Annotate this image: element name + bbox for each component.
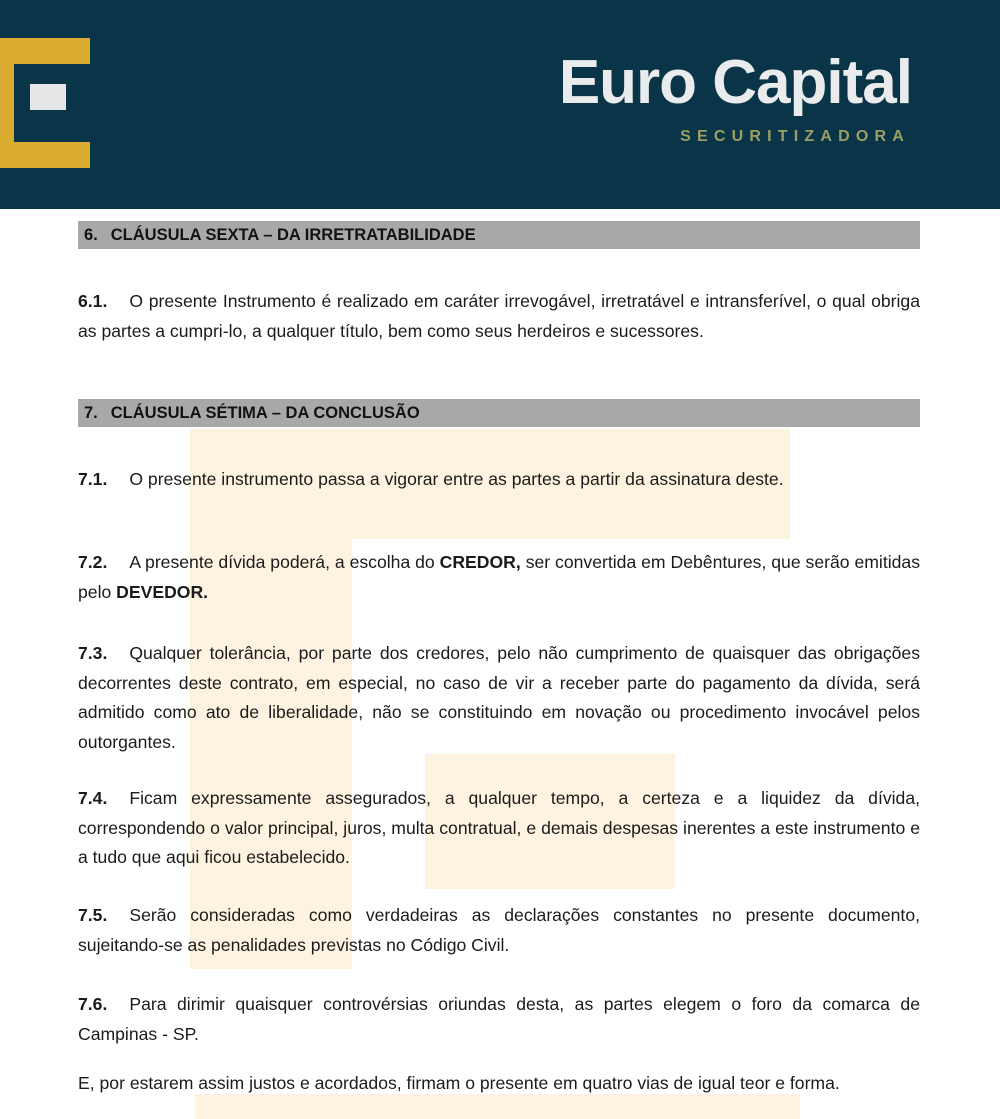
clause-item-7-6-label: 7.6. (78, 994, 108, 1014)
clause-item-6-1-text: O presente Instrumento é realizado em caráter irrevogável, irretratável e intransferível, o qual obriga as partes a cumpri-lo, a qualquer título, bem como seus herdeiros e sucessores. (78, 291, 920, 341)
euro-capital-e-monogram-icon (0, 0, 95, 209)
clause-item-7-2-emphasis-devedor: DEVEDOR. (116, 581, 209, 602)
clause-item-7-1 (78, 465, 920, 495)
document-header-banner (0, 0, 1000, 209)
clause-item-7-6 (78, 990, 920, 1049)
logo-inner-square-shape (30, 84, 66, 110)
clause-item-7-5 (78, 901, 920, 960)
brand-name: Euro Capital (558, 48, 912, 117)
clause-item-7-5-label: 7.5. (78, 905, 108, 925)
brand-subtitle: SECURITIZADORA (680, 128, 910, 145)
clause-heading-6-title: CLÁUSULA SEXTA – DA IRRETRATABILIDADE (110, 225, 476, 244)
clause-item-6-1-label: 6.1. (78, 291, 108, 311)
logo-bottom-bar-shape (0, 142, 90, 168)
clause-item-7-2-text-b: ser convertida em Debêntures, que serão emitidas pelo (78, 552, 920, 602)
brand-block (558, 48, 912, 146)
clause-item-7-4 (78, 784, 920, 873)
clause-heading-6 (78, 221, 920, 249)
clause-item-7-4-label: 7.4. (78, 788, 108, 808)
clause-item-7-1-text: O presente instrumento passa a vigorar entre as partes a partir da assinatura deste. (129, 469, 784, 489)
clause-heading-7-number: 7. (84, 403, 98, 422)
clause-item-7-3 (78, 639, 920, 757)
clause-item-7-3-text: Qualquer tolerância, por parte dos credores, pelo não cumprimento de quaisquer das obrigações decorrentes deste contrato, em especial, no caso de vir a receber parte do pagamento da dívida, será admitido como ato de liberalidade, não se constituindo em novação ou procedimento invocável pelos outorgantes. (78, 643, 920, 752)
clause-item-7-5-text: Serão consideradas como verdadeiras as declarações constantes no presente documento, sujeitando-se as penalidades previstas no Código Civil. (78, 905, 920, 955)
clause-item-7-2-text-a: A presente dívida poderá, a escolha do (129, 552, 440, 572)
closing-paragraph: E, por estarem assim justos e acordados, firmam o presente em quatro vias de igual teor e forma. (78, 1073, 840, 1093)
document-body (0, 209, 1000, 1119)
clause-heading-7-title: CLÁUSULA SÉTIMA – DA CONCLUSÃO (110, 403, 420, 422)
clause-item-7-2 (78, 548, 920, 607)
clause-item-7-1-label: 7.1. (78, 469, 108, 489)
logo-top-bar-shape (0, 38, 90, 64)
clause-item-7-4-text: Ficam expressamente assegurados, a qualquer tempo, a certeza e a liquidez da dívida, correspondendo o valor principal, juros, multa contratual, e demais despesas inerentes a este instrumento e a tudo que aqui ficou estabelecido. (78, 788, 920, 867)
clause-heading-7 (78, 399, 920, 427)
clause-heading-6-number: 6. (84, 225, 98, 244)
clause-item-6-1 (78, 287, 920, 346)
clause-item-7-3-label: 7.3. (78, 643, 108, 663)
clause-item-7-2-label: 7.2. (78, 552, 108, 572)
clause-item-7-6-text: Para dirimir quaisquer controvérsias oriundas desta, as partes elegem o foro da comarca de Campinas - SP. (78, 994, 920, 1044)
clause-item-7-2-emphasis-credor: CREDOR, (439, 552, 521, 572)
